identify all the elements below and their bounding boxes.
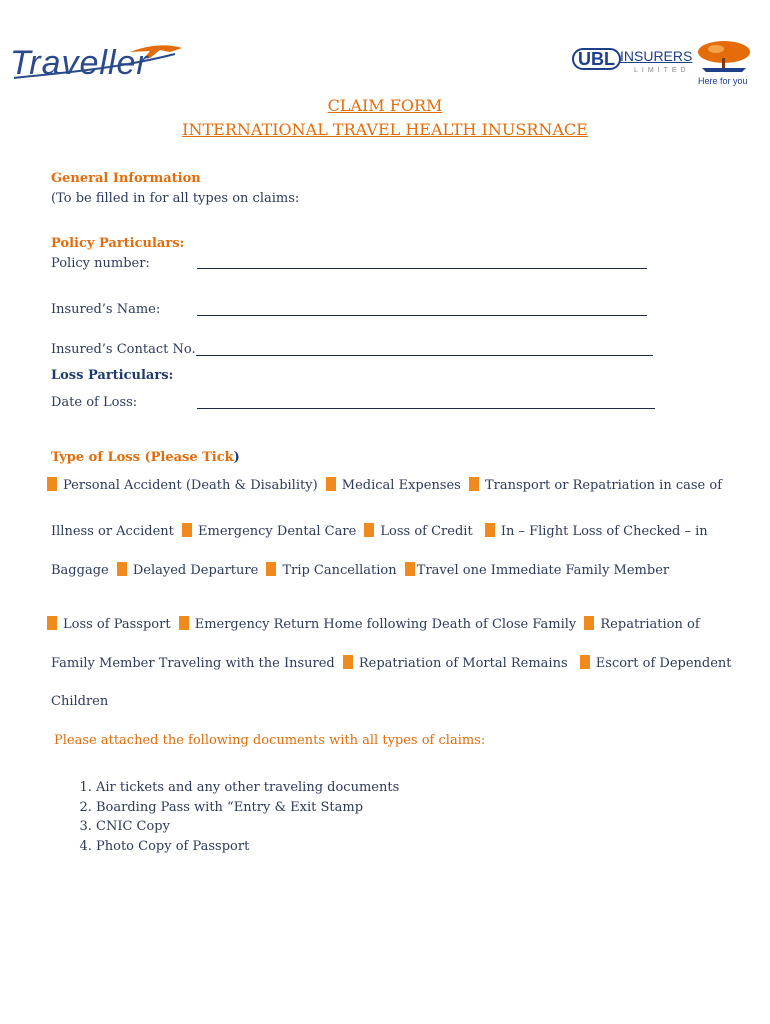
list-item: 2. Boarding Pass with “Entry & Exit Stamp	[96, 798, 399, 818]
tree-umbrella-icon	[694, 40, 754, 76]
checkbox-emergency-return[interactable]	[179, 616, 189, 630]
list-item: 1. Air tickets and any other traveling documents	[96, 778, 399, 798]
option-loss-of-passport: Loss of Passport	[63, 617, 171, 632]
loss-options-row-1	[47, 477, 726, 493]
checkbox-personal-accident[interactable]	[47, 477, 57, 491]
insured-name-field[interactable]	[197, 315, 647, 316]
date-of-loss-label: Date of Loss:	[51, 395, 138, 410]
option-travel-family: Travel one Immediate Family Member	[416, 563, 670, 578]
option-transport-repatriation-line1: Transport or Repatriation in case of	[485, 478, 723, 493]
checkbox-emergency-dental[interactable]	[182, 523, 192, 537]
traveller-logo	[10, 38, 190, 86]
checkbox-travel-family[interactable]	[405, 562, 415, 576]
option-delayed-departure: Delayed Departure	[132, 563, 259, 578]
general-information-heading: General Information	[51, 171, 201, 186]
form-subtitle: INTERNATIONAL TRAVEL HEALTH INUSRNACE	[182, 120, 588, 139]
loss-options-row-5	[51, 655, 736, 671]
type-of-loss-heading: Type of Loss (Please Tick)	[51, 450, 240, 465]
insurers-logo-text: INSURERS	[620, 48, 693, 64]
insured-name-label: Insured’s Name:	[51, 302, 161, 317]
option-repatriation-remains: Repatriation of Mortal Remains	[358, 656, 568, 671]
policy-number-field[interactable]	[197, 268, 647, 269]
traveller-logo-text: Traveller	[10, 44, 149, 82]
option-repatriation-family-line1: Repatriation of	[600, 617, 700, 632]
checkbox-repatriation-remains[interactable]	[343, 655, 353, 669]
insured-contact-field[interactable]	[196, 355, 653, 356]
option-trip-cancellation: Trip Cancellation	[282, 563, 397, 578]
option-inflight-loss-line1: In – Flight Loss of Checked – in	[500, 524, 708, 539]
limited-logo-text: LIMITED	[634, 67, 690, 74]
checkbox-medical-expenses[interactable]	[326, 477, 336, 491]
checkbox-trip-cancellation[interactable]	[266, 562, 276, 576]
checkbox-loss-of-passport[interactable]	[47, 616, 57, 630]
loss-options-row-4	[47, 616, 704, 632]
tagline: Here for you	[698, 76, 748, 86]
documents-heading: Please attached the following documents with all types of claims:	[54, 733, 486, 748]
option-personal-accident: Personal Accident (Death & Disability)	[63, 478, 318, 493]
date-of-loss-field[interactable]	[197, 408, 655, 409]
option-escort-dependent-line2: Children	[51, 694, 109, 709]
option-repatriation-family-line2: Family Member Traveling with the Insured	[51, 656, 335, 671]
checkbox-transport-repatriation[interactable]	[469, 477, 479, 491]
loss-particulars-heading: Loss Particulars:	[51, 368, 174, 383]
option-transport-repatriation-line2: Illness or Accident	[51, 524, 174, 539]
option-loss-of-credit: Loss of Credit	[380, 524, 473, 539]
option-emergency-return: Emergency Return Home following Death of Close Family	[194, 617, 577, 632]
option-medical-expenses: Medical Expenses	[341, 478, 461, 493]
checkbox-delayed-departure[interactable]	[117, 562, 127, 576]
checkbox-escort-dependent[interactable]	[580, 655, 590, 669]
option-emergency-dental: Emergency Dental Care	[198, 524, 357, 539]
policy-particulars-heading: Policy Particulars:	[51, 236, 185, 251]
checkbox-inflight-loss[interactable]	[485, 523, 495, 537]
form-title: CLAIM FORM	[327, 96, 443, 115]
option-escort-dependent-line1: Escort of Dependent	[595, 656, 732, 671]
policy-number-label: Policy number:	[51, 256, 150, 271]
general-information-note: (To be filled in for all types on claims:	[51, 191, 300, 206]
loss-options-row-3	[51, 562, 673, 578]
ubl-insurers-logo	[570, 40, 760, 90]
list-item: 3. CNIC Copy	[96, 817, 399, 837]
option-inflight-loss-line2: Baggage	[51, 563, 109, 578]
documents-list	[52, 778, 399, 856]
ubl-logo-text: UBL	[572, 48, 621, 70]
loss-options-row-2	[51, 523, 712, 539]
list-item: 4. Photo Copy of Passport	[96, 837, 399, 857]
checkbox-repatriation-family[interactable]	[584, 616, 594, 630]
checkbox-loss-of-credit[interactable]	[364, 523, 374, 537]
insured-contact-label: Insured’s Contact No.	[51, 342, 196, 357]
